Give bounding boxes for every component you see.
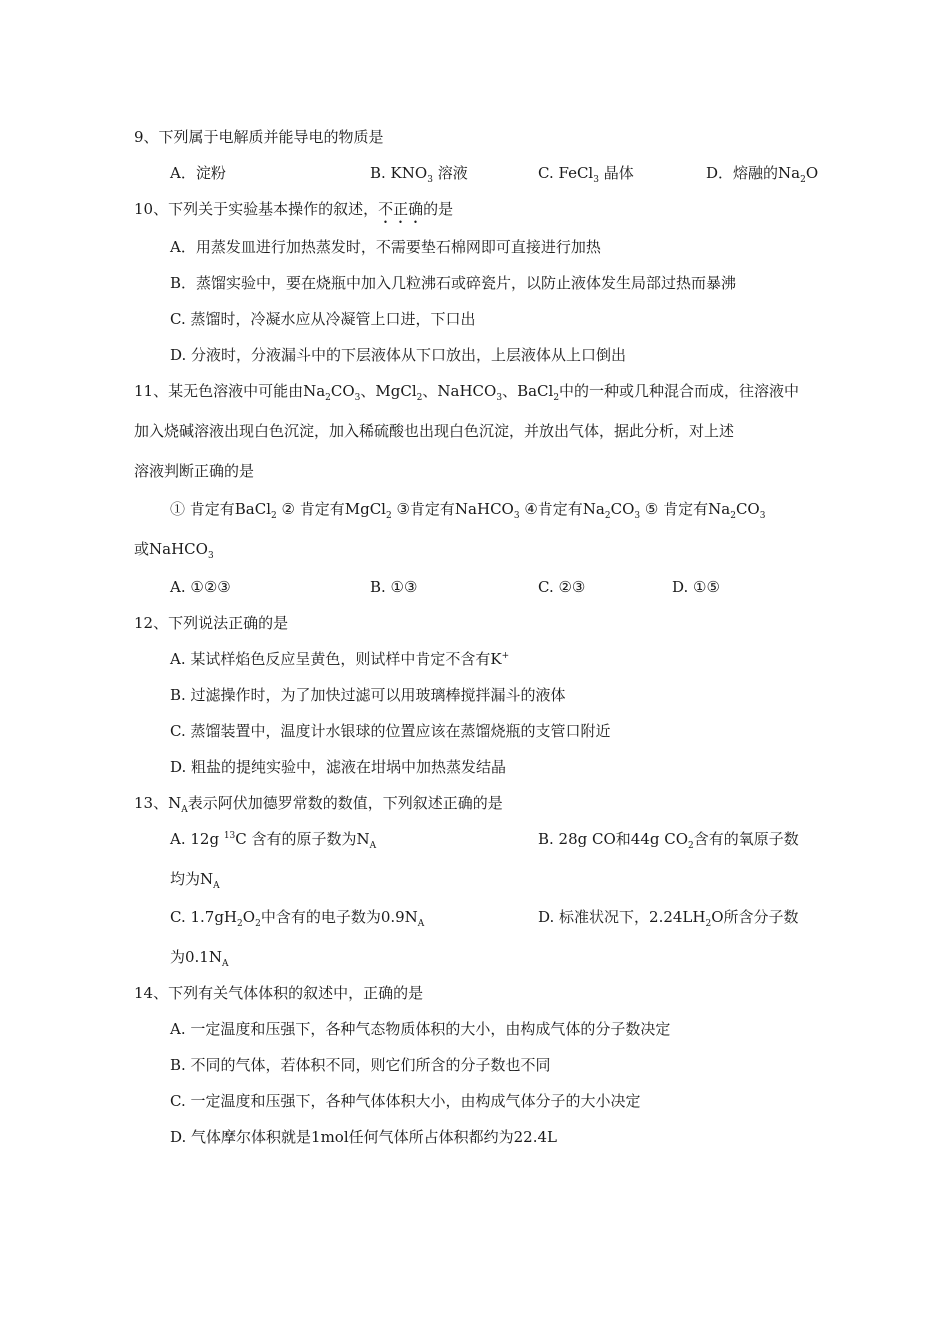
question-10-option-d: D. 分液时，分液漏斗中的下层液体从下口放出，上层液体从上口倒出 — [170, 346, 627, 364]
question-11-option-b: B. ①③ — [370, 578, 418, 596]
question-13-option-d-cont: 为$0.1N_A$ — [170, 948, 229, 969]
question-14-option-b: B. 不同的气体，若体积不同，则它们所含的分子数也不同 — [170, 1056, 551, 1074]
question-14-option-c: C. 一定温度和压强下，各种气体体积大小，由构成气体分子的大小决定 — [170, 1092, 641, 1110]
question-13-option-a: A. 12g $^{13}$C 含有的原子数为$N_A$ — [170, 830, 377, 851]
question-11-stem: 11、某无色溶液中可能由$Na_2CO_3$、MgCl$_2$、NaHCO$_3$、BaCl$_2$中的一种或几种混合而成，往溶液中 — [134, 382, 800, 403]
question-10-stem: 10、下列关于实验基本操作的叙述，不正确的是 — [134, 200, 454, 218]
question-9-option-a: A．淀粉 — [170, 164, 226, 182]
emphasis-not-correct: 不正确 — [378, 200, 424, 218]
question-12-option-c: C. 蒸馏装置中，温度计水银球的位置应该在蒸馏烧瓶的支管口附近 — [170, 722, 611, 740]
question-14-option-a: A. 一定温度和压强下，各种气态物质体积的大小，由构成气体的分子数决定 — [170, 1020, 671, 1038]
question-11-statements: ① 肯定有BaCl$_2$ ② 肯定有MgCl$_2$ ③肯定有NaHCO$_3$ ④肯定有$Na_2CO_3$ ⑤ 肯定有$Na_2CO_3$ — [170, 500, 766, 521]
question-11-stem-line-2: 加入烧碱溶液出现白色沉淀，加入稀硫酸也出现白色沉淀，并放出气体，据此分析，对上述 — [134, 422, 735, 440]
question-10-option-b: B．蒸馏实验中，要在烧瓶中加入几粒沸石或碎瓷片，以防止液体发生局部过热而暴沸 — [170, 274, 737, 292]
question-10-option-c: C. 蒸馏时，冷凝水应从冷凝管上口进，下口出 — [170, 310, 476, 328]
question-13-option-c: C. $1.7gH_2O_2$中含有的电子数为$0.9N_A$ — [170, 908, 425, 929]
question-11-option-c: C. ②③ — [538, 578, 586, 596]
question-14-option-d: D. 气体摩尔体积就是1mol任何气体所占体积都约为22.4L — [170, 1128, 557, 1146]
question-11-option-a: A. ①②③ — [170, 578, 231, 596]
question-12-option-d: D. 粗盐的提纯实验中，滤液在坩埚中加热蒸发结晶 — [170, 758, 507, 776]
question-11-stem-line-3: 溶液判断正确的是 — [134, 462, 255, 480]
question-13-option-b-cont: 均为$N_A$ — [170, 870, 220, 891]
question-12-stem: 12、下列说法正确的是 — [134, 614, 289, 632]
question-13-stem: 13、$N_A$表示阿伏加德罗常数的数值，下列叙述正确的是 — [134, 794, 503, 815]
question-12-option-a: A. 某试样焰色反应呈黄色，则试样中肯定不含有K+ — [170, 650, 510, 668]
question-12-option-b: B. 过滤操作时，为了加快过滤可以用玻璃棒搅拌漏斗的液体 — [170, 686, 566, 704]
question-10-option-a: A．用蒸发皿进行加热蒸发时，不需要垫石棉网即可直接进行加热 — [170, 238, 601, 256]
question-11-statements-cont: 或NaHCO$_3$ — [134, 540, 214, 561]
question-9-option-d: D．熔融的$Na_2O$ — [706, 164, 819, 185]
question-14-stem: 14、下列有关气体体积的叙述中，正确的是 — [134, 984, 424, 1002]
question-11-option-d: D. ①⑤ — [672, 578, 720, 596]
question-13-option-b: B. 28g CO和44g $CO_2$含有的氧原子数 — [538, 830, 799, 851]
question-13-option-d: D. 标准状况下，$2.24LH_2O$所含分子数 — [538, 908, 799, 929]
question-9-option-b: B. $KNO_3$ 溶液 — [370, 164, 468, 185]
question-9-option-c: C. FeCl$_3$ 晶体 — [538, 164, 634, 185]
question-9-stem: 9、下列属于电解质并能导电的物质是 — [134, 128, 384, 146]
